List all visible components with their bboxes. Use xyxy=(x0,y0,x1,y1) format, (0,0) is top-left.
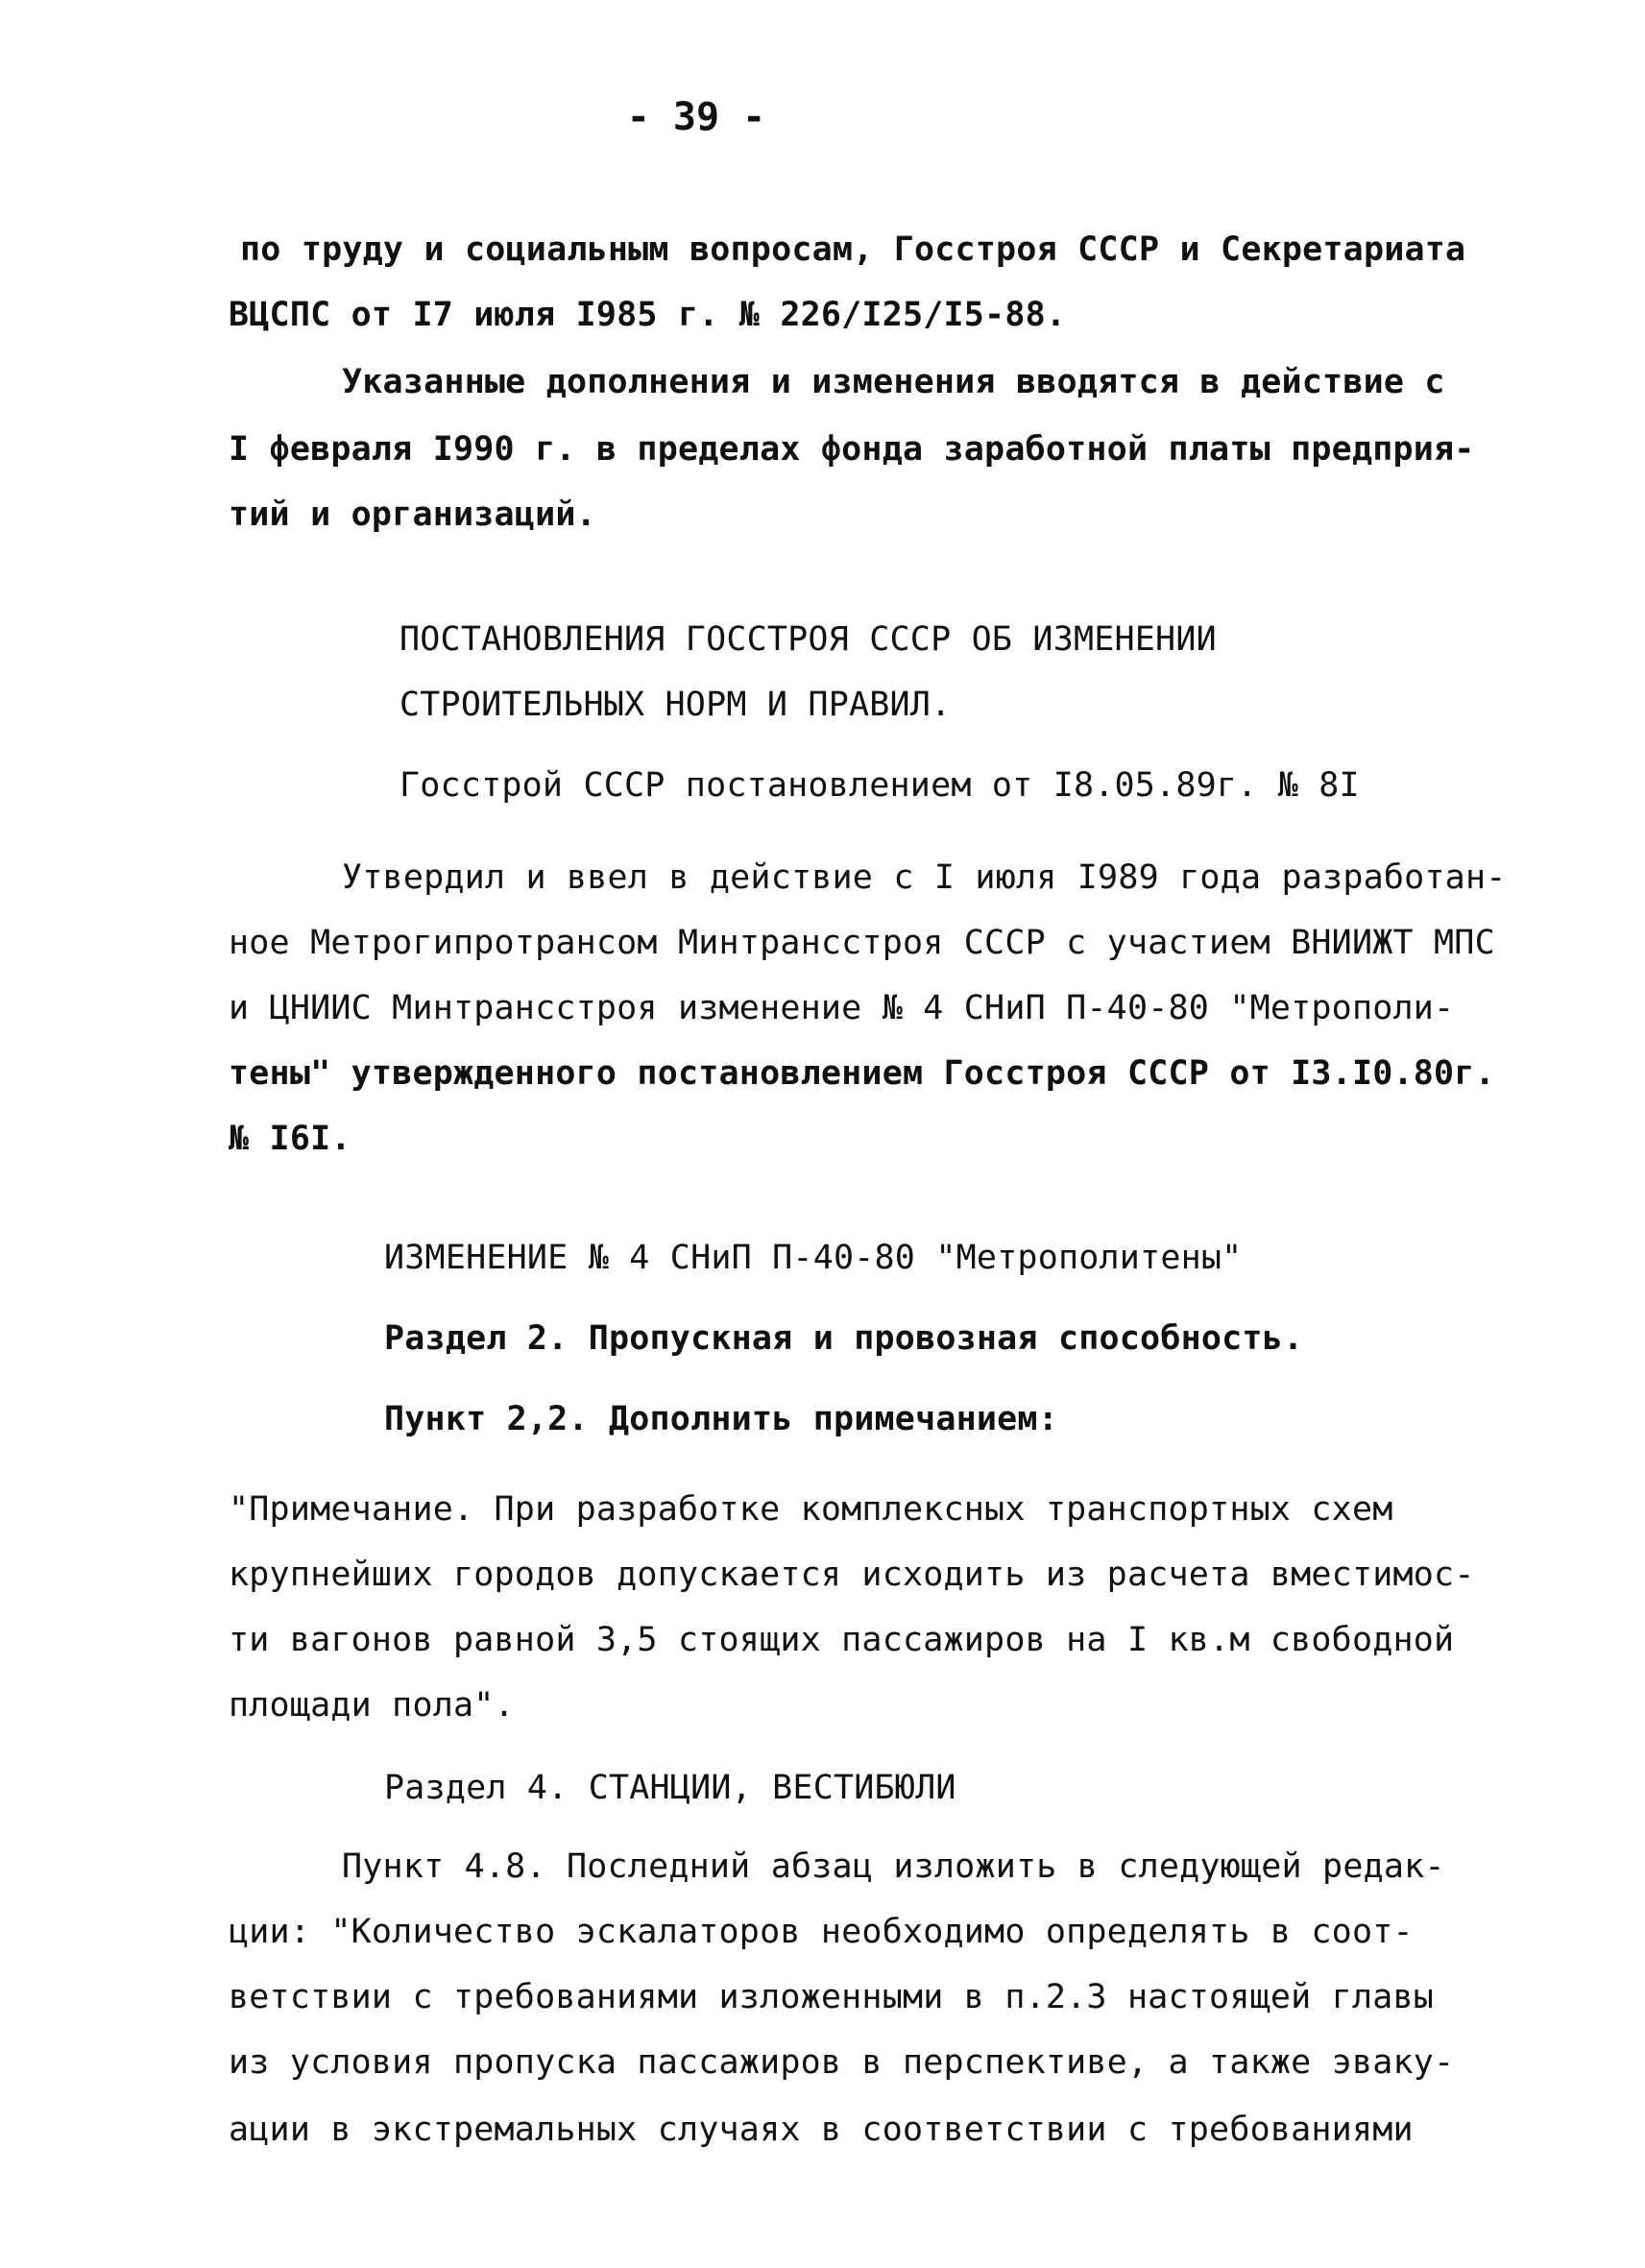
paragraph-2-line-2: I февраля I990 г. в пределах фонда заработной платы предприя- xyxy=(229,430,1475,469)
paragraph-3-line-2: ное Метрогипротрансом Минтрансстроя СССР с участием ВНИИЖТ МПС xyxy=(229,924,1495,962)
section-heading-line-1: ПОСТАНОВЛЕНИЯ ГОССТРОЯ СССР ОБ ИЗМЕНЕНИИ xyxy=(399,620,1217,659)
change-title: ИЗМЕНЕНИЕ № 4 СНиП П-40-80 "Метрополитены" xyxy=(384,1239,1243,1277)
paragraph-3-line-5: № I6I. xyxy=(229,1120,351,1158)
paragraph-1-line-1: по труду и социальным вопросам, Госстроя СССР и Секретариата xyxy=(240,230,1466,269)
note-line-3: ти вагонов равной 3,5 стоящих пассажиров на I кв.м свободной xyxy=(229,1621,1455,1659)
section-heading-line-2: СТРОИТЕЛЬНЫХ НОРМ И ПРАВИЛ. xyxy=(399,686,952,724)
paragraph-3-line-3: и ЦНИИС Минтрансстроя изменение № 4 СНиП П-40-80 "Метрополи- xyxy=(229,989,1455,1027)
point-4-8-line-4: из условия пропуска пассажиров в перспективе, а также эваку- xyxy=(229,2043,1455,2082)
point-4-8-line-1: Пункт 4.8. Последний абзац изложить в следующей редак- xyxy=(342,1847,1445,1886)
paragraph-1-line-2: ВЦСПС от I7 июля I985 г. № 226/I25/I5-88. xyxy=(229,296,1067,334)
point-2-2: Пункт 2,2. Дополнить примечанием: xyxy=(384,1400,1058,1438)
note-line-4: площади пола". xyxy=(229,1686,515,1725)
section-2-heading: Раздел 2. Пропускная и провозная способность. xyxy=(384,1319,1304,1358)
paragraph-3-line-1: Утвердил и ввел в действие с I июля I989 года разработан- xyxy=(342,858,1507,897)
point-4-8-line-2: ции: "Количество эскалаторов необходимо определять в соот- xyxy=(229,1913,1414,1951)
note-line-1: "Примечание. При разработке комплексных транспортных схем xyxy=(229,1490,1393,1529)
paragraph-2-line-3: тий и организаций. xyxy=(229,495,596,534)
point-4-8-line-5: ации в экстремальных случаях в соответствии с требованиями xyxy=(229,2111,1414,2149)
resolution-reference: Госстрой СССР постановлением от I8.05.89г. № 8I xyxy=(399,766,1360,805)
paragraph-3-line-4: тены" утвержденного постановлением Госстроя СССР от I3.I0.80г. xyxy=(229,1054,1495,1093)
note-line-2: крупнейших городов допускается исходить из расчета вместимос- xyxy=(229,1556,1475,1594)
paragraph-2-line-1: Указанные дополнения и изменения вводятся в действие с xyxy=(342,363,1445,401)
point-4-8-line-3: ветствии с требованиями изложенными в п.2.3 настоящей главы xyxy=(229,1978,1435,2016)
page-number: - 39 - xyxy=(626,95,766,139)
section-4-heading: Раздел 4. СТАНЦИИ, ВЕСТИБЮЛИ xyxy=(384,1769,956,1807)
